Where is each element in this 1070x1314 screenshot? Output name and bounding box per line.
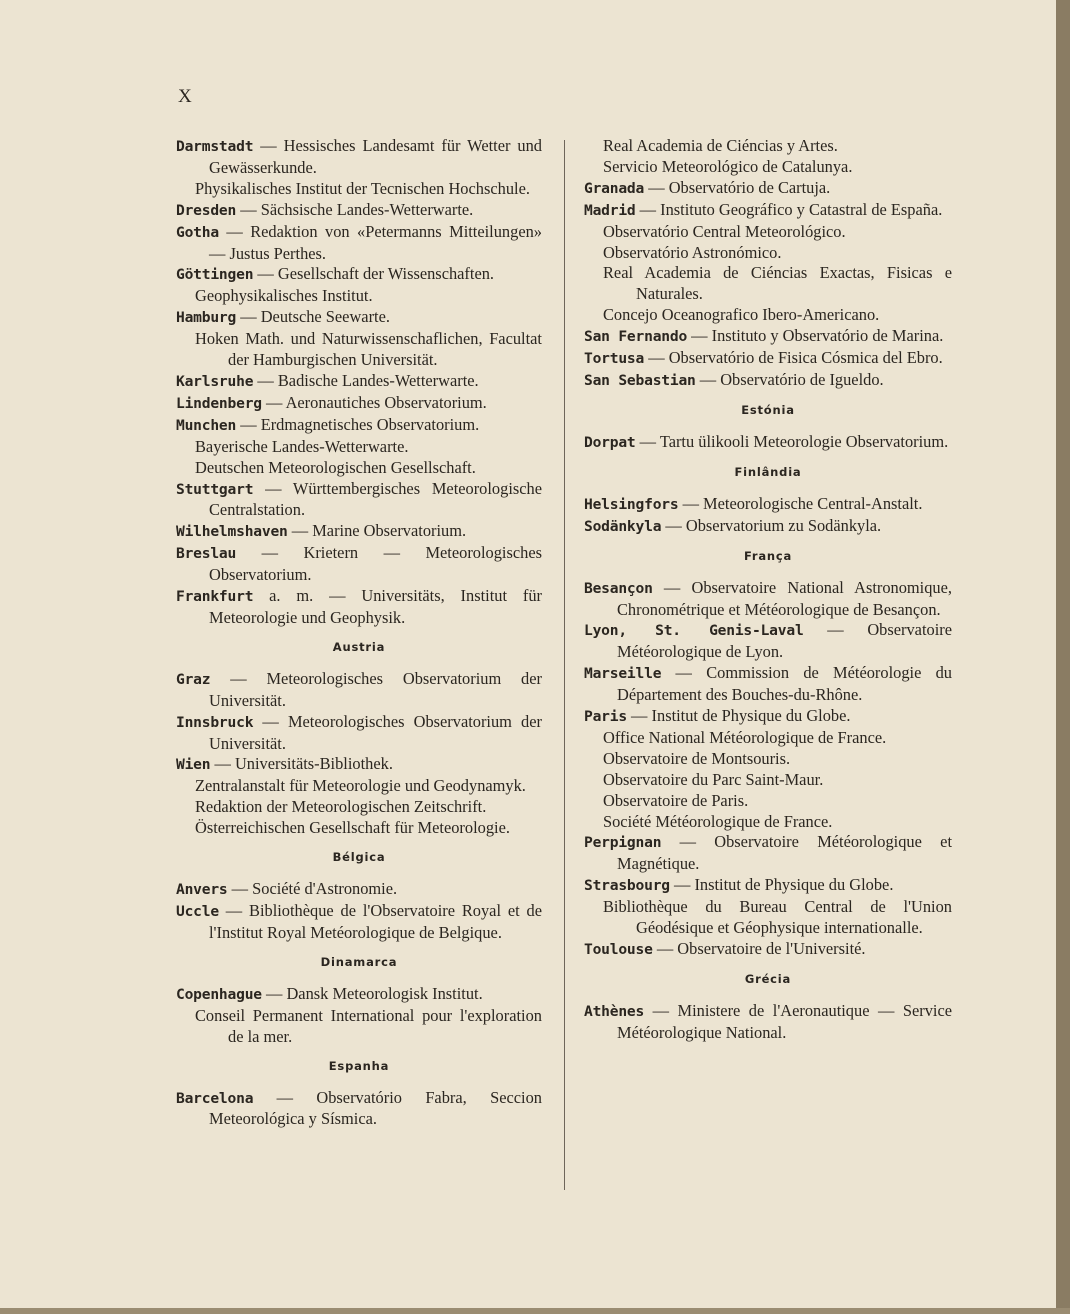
institution-text: — Universitäts-Bibliothek.	[214, 754, 393, 774]
city-entry	[584, 578, 952, 621]
city-entry	[176, 521, 542, 543]
city-name: Darmstadt	[176, 138, 254, 155]
country-heading: França	[743, 548, 793, 563]
city-name: Hamburg	[176, 309, 237, 327]
country-heading: Austria	[332, 639, 386, 654]
city-name: Göttingen	[176, 266, 254, 284]
city-entry	[584, 370, 952, 392]
institution-text: — Observatoire de l'Université.	[656, 939, 866, 958]
city-name: Dorpat	[584, 433, 636, 451]
institution-line: Concejo Oceanografico Ibero-Americano.	[603, 305, 880, 325]
institution-line: Bibliothèque du Bureau Central de l'Union Géodésique et Géophysique internationalle.	[603, 897, 952, 938]
city-name: Innsbruck	[176, 713, 254, 731]
city-entry	[176, 984, 542, 1006]
institution-text: — Redaktion von «Petermanns Mitteilungen» — Justus Perthes.	[209, 221, 542, 263]
institution-text: — Sächsische Landes-Wetterwarte.	[240, 199, 474, 219]
city-name: Marseille	[584, 665, 662, 683]
city-entry	[176, 712, 542, 755]
institution-text: — Marine Observatorium.	[291, 521, 467, 541]
city-name: Athènes	[584, 1002, 645, 1020]
institution-text: — Meteorologisches Observatorium der Universität.	[209, 668, 542, 710]
city-entry	[176, 1088, 542, 1131]
city-name: Helsingfors	[584, 495, 679, 513]
city-entry	[176, 879, 542, 901]
country-heading: Estónia	[741, 402, 795, 417]
city-entry	[176, 479, 542, 522]
institution-text: — Krietern — Meteorologisches Observatorium.	[209, 543, 542, 585]
institution-text: — Meteorologische Central-Anstalt.	[682, 493, 923, 513]
city-name: San Sebastian	[584, 371, 696, 389]
institution-line: Société Météorologique de France.	[603, 811, 833, 831]
institution-text: — Institut de Physique du Globe.	[631, 706, 851, 726]
institution-text: — Société d'Astronomie.	[231, 879, 398, 899]
city-entry	[176, 371, 542, 393]
city-entry	[176, 415, 542, 437]
institution-text: — Badische Landes-Wetterwarte.	[257, 370, 479, 390]
city-entry	[176, 586, 542, 629]
institution-text: — Hessisches Landesamt für Wetter und Gewässerkunde.	[209, 136, 542, 177]
city-name: Strasbourg	[584, 877, 670, 895]
institution-text: — Instituto y Observatório de Marina.	[691, 326, 944, 346]
institution-text: — Observatorium zu Sodänkyla.	[665, 515, 882, 535]
institution-text: — Bibliothèque de l'Observatoire Royal et de l'Institut Royal Metéorologique de Belgique.	[209, 901, 542, 942]
city-name: Stuttgart	[176, 480, 254, 498]
institution-text: — Meteorologisches Observatorium der Universität.	[209, 711, 542, 753]
city-name: Sodänkyla	[584, 517, 662, 535]
city-name: Frankfurt	[176, 588, 254, 606]
city-name: Barcelona	[176, 1089, 254, 1107]
city-name: Perpignan	[584, 834, 662, 852]
country-heading: Finlândia	[734, 464, 802, 479]
city-name: Copenhague	[176, 985, 262, 1003]
city-entry	[176, 307, 542, 329]
institution-line: Observatório Central Meteorológico.	[603, 221, 846, 241]
page-edge-shadow	[1056, 0, 1070, 1314]
institution-line: Geophysikalisches Institut.	[195, 286, 373, 306]
institution-text: — Württembergisches Meteorologische Centralstation.	[209, 478, 542, 520]
city-name: Gotha	[176, 223, 219, 241]
city-entry	[584, 494, 952, 516]
city-entry	[584, 939, 952, 961]
city-name: Wilhelmshaven	[176, 523, 288, 541]
institution-line: Servicio Meteorológico de Catalunya.	[603, 156, 853, 176]
institution-line: Deutschen Meteorologischen Gesellschaft.	[195, 457, 476, 477]
city-entry	[176, 669, 542, 712]
institution-line: Real Academia de Ciéncias y Artes.	[603, 136, 838, 155]
institution-line: Conseil Permanent International pour l'exploration de la mer.	[195, 1005, 542, 1046]
city-entry	[584, 875, 952, 897]
city-entry	[584, 178, 952, 200]
institution-line: Bayerische Landes-Wetterwarte.	[195, 436, 409, 456]
page-number: X	[178, 86, 192, 107]
city-entry	[584, 832, 952, 875]
city-entry	[584, 706, 952, 728]
institution-text: — Dansk Meteorologisk Institut.	[265, 983, 483, 1003]
institution-text: — Observatório Fabra, Seccion Meteorológica y Sísmica.	[209, 1087, 542, 1129]
institution-text: — Observatoire National Astronomique, Chronométrique et Météorologique de Besançon.	[617, 577, 952, 619]
institution-text: — Aeronautiches Observatorium.	[265, 392, 487, 412]
institution-line: Real Academia de Ciéncias Exactas, Fisicas e Naturales.	[603, 263, 952, 304]
institution-text: — Deutsche Seewarte.	[240, 307, 390, 327]
city-name: Anvers	[176, 881, 228, 899]
institution-line: Observatoire de Montsouris.	[603, 748, 791, 768]
city-entry	[584, 1001, 952, 1044]
city-name: Karlsruhe	[176, 372, 254, 390]
city-name: Paris	[584, 708, 627, 726]
city-entry	[584, 432, 952, 454]
institution-text: — Ministere de l'Aeronautique — Service Météorologique National.	[617, 1000, 952, 1042]
right-column	[584, 136, 952, 1044]
city-entry	[176, 754, 542, 776]
city-name: Lyon, St. Genis-Laval	[584, 622, 804, 640]
institution-text: — Instituto Geográfico y Catastral de España.	[639, 199, 943, 219]
city-name: Breslau	[176, 545, 237, 563]
city-entry	[584, 663, 952, 706]
city-name: San Fernando	[584, 328, 688, 346]
institution-text: — Observatório de Cartuja.	[648, 177, 831, 197]
institution-line: Hoken Math. und Naturwissenschaflichen, Facultat der Hamburgischen Universität.	[195, 329, 542, 370]
city-entry	[176, 901, 542, 944]
city-entry	[584, 620, 952, 663]
city-name: Graz	[176, 670, 211, 688]
city-name: Dresden	[176, 201, 237, 219]
institution-text: — Observatoire Météorologique et Magnétique.	[617, 832, 952, 874]
institution-text: — Tartu ülikooli Meteorologie Observatorium.	[639, 431, 949, 451]
city-name: Wien	[176, 756, 211, 774]
city-name: Tortusa	[584, 350, 645, 368]
city-name: Uccle	[176, 903, 219, 920]
city-entry	[176, 393, 542, 415]
institution-line: Office National Météorologique de France.	[603, 727, 887, 747]
column-divider	[564, 140, 565, 1190]
country-heading: Grécia	[744, 971, 792, 986]
city-name: Madrid	[584, 201, 636, 219]
city-entry	[584, 348, 952, 370]
institution-text: a. m. — Universitäts, Institut für Meteorologie und Geophysik.	[209, 586, 542, 627]
institution-text: — Institut de Physique du Globe.	[673, 875, 894, 895]
city-entry	[584, 326, 952, 348]
city-name: Munchen	[176, 416, 237, 434]
institution-line: Physikalisches Institut der Tecnischen Hochschule.	[195, 178, 530, 198]
city-entry	[176, 222, 542, 265]
city-entry	[176, 264, 542, 286]
institution-text: — Observatório de Fisica Cósmica del Ebro.	[648, 348, 943, 368]
institution-line: Österreichischen Gesellschaft für Meteorologie.	[195, 818, 510, 838]
country-heading: Dinamarca	[320, 954, 398, 969]
institution-text: — Gesellschaft der Wissenschaften.	[257, 264, 495, 284]
left-column	[176, 136, 542, 1130]
institution-text: — Commission de Météorologie du Département des Bouches-du-Rhône.	[617, 663, 952, 705]
city-name: Toulouse	[584, 941, 653, 958]
page-bottom-edge	[0, 1308, 1070, 1314]
institution-line: Observatoire du Parc Saint-Maur.	[603, 769, 824, 789]
institution-line: Redaktion der Meteorologischen Zeitschrift.	[195, 797, 487, 817]
institution-text: — Erdmagnetisches Observatorium.	[240, 414, 480, 434]
institution-text: — Observatório de Igueldo.	[699, 369, 884, 389]
city-entry	[176, 543, 542, 586]
country-heading: Bélgica	[332, 850, 386, 865]
city-name: Besançon	[584, 579, 653, 597]
city-entry	[584, 200, 952, 222]
institution-text: — Observatoire Météorologique de Lyon.	[617, 620, 952, 662]
institution-line: Observatório Astronómico.	[603, 242, 782, 262]
city-name: Granada	[584, 179, 645, 197]
institution-line: Observatoire de Paris.	[603, 790, 749, 810]
institution-line: Zentralanstalt für Meteorologie und Geodynamyk.	[195, 776, 526, 796]
city-entry	[584, 516, 952, 538]
city-entry	[176, 200, 542, 222]
city-name: Lindenberg	[176, 394, 262, 412]
country-heading: Espanha	[328, 1058, 390, 1073]
city-entry	[176, 136, 542, 179]
